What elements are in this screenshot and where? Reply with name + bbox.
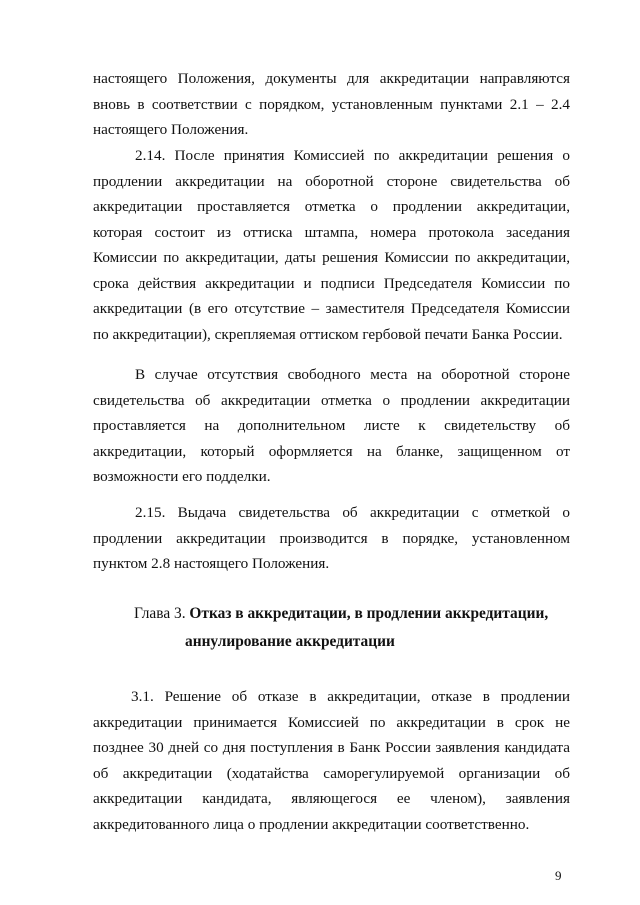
- text-line: свидетельства об аккредитации отметка о продлении аккредитации: [93, 391, 570, 409]
- text-line: аккредитации, который оформляется на бланке, защищенном от: [93, 442, 570, 460]
- paragraph-3-1: [93, 684, 570, 837]
- text-line: пунктом 2.8 настоящего Положения.: [93, 555, 330, 572]
- paragraph-intro: [93, 66, 570, 143]
- page-number: 9: [555, 868, 562, 883]
- paragraph-2-14: [93, 143, 570, 347]
- text-line: проставляется на дополнительном листе к свидетельству об: [93, 417, 570, 434]
- text-line: Комиссии по аккредитации, даты решения Комиссии по аккредитации,: [93, 249, 570, 266]
- text-line: которая состоит из оттиска штампа, номера протокола заседания: [93, 223, 570, 241]
- text-line: аккредитации кандидата, являющегося ее членом), заявления: [93, 790, 570, 807]
- text-line: аккредитованного лица о продлении аккредитации соответственно.: [93, 815, 530, 833]
- text-line: продлении аккредитации на оборотной стороне свидетельства об: [93, 172, 570, 190]
- text-line: 3.1. Решение об отказе в аккредитации, отказе в продлении: [131, 688, 570, 705]
- paragraph-2-15: [93, 500, 570, 577]
- text-line: настоящего Положения, документы для аккредитации направляются: [93, 70, 570, 87]
- text-line: аккредитации проставляется отметка о продлении аккредитации,: [93, 198, 570, 215]
- text-line: аккредитации принимается Комиссией по аккредитации в срок не: [93, 713, 570, 731]
- text-line: позднее 30 дней со дня поступления в Банк России заявления кандидата: [93, 739, 570, 756]
- chapter-heading-line-1: [0, 600, 640, 628]
- text-line: по аккредитации), скрепляемая оттиском гербовой печати Банка России.: [93, 325, 563, 343]
- text-line: аккредитации (в его отсутствие – заместителя Председателя Комиссии: [93, 300, 570, 317]
- text-line: В случае отсутствия свободного места на оборотной стороне: [135, 366, 570, 383]
- text-line: продлении аккредитации производится в порядке, установленном: [93, 529, 570, 547]
- text-line: 2.14. После принятия Комиссией по аккредитации решения о: [135, 147, 570, 164]
- text-line: вновь в соответствии с порядком, установленным пунктами 2.1 – 2.4: [93, 95, 570, 113]
- chapter-prefix: Глава 3.: [134, 605, 186, 622]
- text-line: настоящего Положения.: [93, 121, 249, 138]
- chapter-heading: [0, 600, 640, 656]
- chapter-title-line-1: Отказ в аккредитации, в продлении аккредитации,: [189, 605, 549, 622]
- text-line: срока действия аккредитации и подписи Председателя Комиссии по: [93, 274, 570, 292]
- text-line: об аккредитации (ходатайства саморегулируемой организации об: [93, 764, 570, 782]
- chapter-title-line-2: аннулирование аккредитации: [185, 633, 395, 650]
- text-line: возможности его подделки.: [93, 468, 271, 485]
- paragraph-absence: [93, 362, 570, 490]
- text-line: 2.15. Выдача свидетельства об аккредитации с отметкой о: [135, 504, 570, 521]
